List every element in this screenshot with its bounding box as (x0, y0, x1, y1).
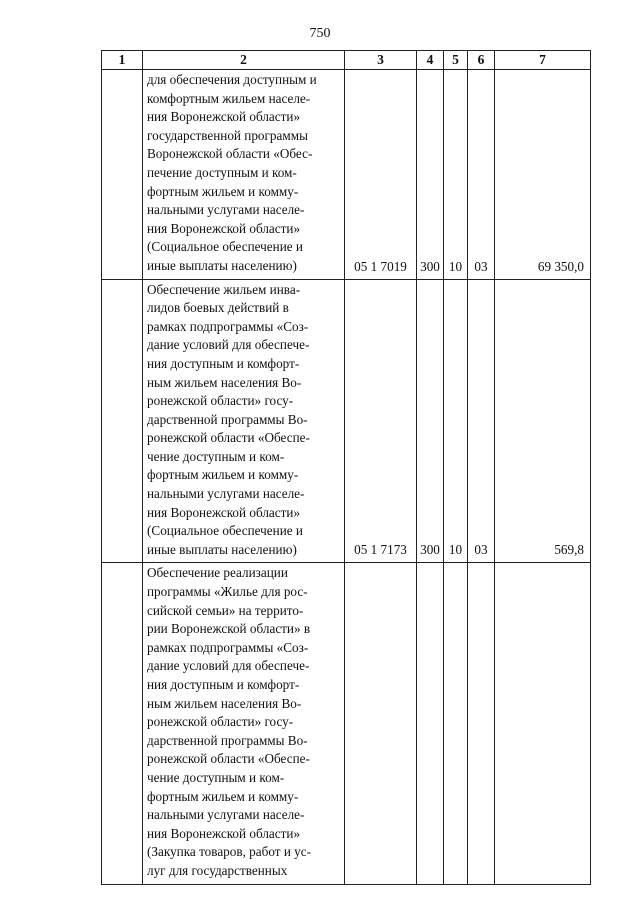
description-line: дание условий для обеспече- (147, 337, 310, 353)
table-row (102, 70, 591, 280)
description-line: ния доступным и комфорт- (147, 355, 300, 371)
target-code-cell (345, 563, 417, 884)
description-cell (143, 279, 345, 563)
description-line: рамках подпрограммы «Соз- (147, 639, 309, 655)
description-line: дарственной программы Во- (147, 411, 308, 427)
header-col-4: 4 (417, 51, 444, 70)
budget-table (101, 50, 591, 885)
table-body (102, 70, 591, 885)
amount-cell: 69 350,0 (495, 70, 591, 280)
description-line: чение доступным и ком- (147, 448, 285, 464)
description-line: ронежской области «Обеспе- (147, 751, 310, 767)
description-line: печение доступным и ком- (147, 164, 297, 180)
description-line: Обеспечение реализации (147, 565, 288, 581)
description-line: дание условий для обеспече- (147, 658, 310, 674)
header-col-3: 3 (345, 51, 417, 70)
description-line: чение доступным и ком- (147, 769, 285, 785)
amount-cell: 569,8 (495, 279, 591, 563)
description-cell (143, 70, 345, 280)
description-line: для обеспечения доступным и (147, 72, 317, 87)
description-line: (Закупка товаров, работ и ус- (147, 844, 312, 860)
description-line: ронежской области «Обеспе- (147, 430, 310, 446)
description-line: ронежской области» госу- (147, 714, 294, 730)
header-col-6: 6 (468, 51, 495, 70)
expense-type-cell (417, 563, 444, 884)
description-line: фортным жильем и комму- (147, 788, 299, 804)
description-line: луг для государственных (147, 862, 288, 878)
table-row (102, 279, 591, 563)
description-line: ния доступным и комфорт- (147, 677, 300, 692)
description-line: ным жильем населения Во- (147, 374, 302, 390)
section-cell: 10 (444, 70, 468, 280)
header-row (102, 51, 591, 70)
description-line: ным жильем населения Во- (147, 695, 302, 711)
header-col-5: 5 (444, 51, 468, 70)
description-line: (Социальное обеспечение и (147, 239, 303, 255)
description-line: фортным жильем и комму- (147, 183, 299, 199)
description-line: дарственной программы Во- (147, 732, 308, 748)
description-line: Обеспечение жильем инва- (147, 281, 301, 297)
description-line: рамках подпрограммы «Соз- (147, 318, 309, 334)
description-line: рии Воронежской области» в (147, 621, 311, 637)
description-line: Воронежской области «Обес- (147, 146, 313, 162)
description-line: ния Воронежской области» (147, 220, 301, 236)
description-line: ронежской области» госу- (147, 393, 294, 409)
description-line: нальными услугами населе- (147, 807, 305, 823)
subsection-cell: 03 (468, 70, 495, 280)
subsection-cell: 03 (468, 279, 495, 563)
description-line: программы «Жилье для рос- (147, 584, 308, 600)
description-line: комфортным жильем населе- (147, 90, 311, 106)
description-line: государственной программы (147, 127, 308, 143)
amount-cell (495, 563, 591, 884)
description-line: иные выплаты населению) (147, 257, 297, 273)
row-index-cell (102, 563, 143, 884)
target-code-cell: 05 1 7173 (345, 279, 417, 563)
row-index-cell (102, 70, 143, 280)
description-line: нальными услугами населе- (147, 486, 305, 502)
header-col-7: 7 (495, 51, 591, 70)
description-cell (143, 563, 345, 884)
table-header (102, 51, 591, 70)
section-cell (444, 563, 468, 884)
description-line: лидов боевых действий в (147, 300, 289, 316)
description-line: сийской семьи» на террито- (147, 602, 304, 618)
page-number: 750 (309, 26, 331, 41)
row-index-cell (102, 279, 143, 563)
section-cell: 10 (444, 279, 468, 563)
description-line: иные выплаты населению) (147, 541, 297, 557)
subsection-cell (468, 563, 495, 884)
description-line: ния Воронежской области» (147, 109, 301, 125)
expense-type-cell: 300 (417, 279, 444, 563)
target-code-cell: 05 1 7019 (345, 70, 417, 280)
description-line: ния Воронежской области» (147, 504, 301, 520)
header-col-2: 2 (143, 51, 345, 70)
header-col-1: 1 (102, 51, 143, 70)
description-line: ния Воронежской области» (147, 825, 301, 841)
description-line: фортным жильем и комму- (147, 467, 299, 483)
description-line: нальными услугами населе- (147, 202, 305, 218)
expense-type-cell: 300 (417, 70, 444, 280)
description-line: (Социальное обеспечение и (147, 523, 303, 539)
table-row (102, 563, 591, 884)
